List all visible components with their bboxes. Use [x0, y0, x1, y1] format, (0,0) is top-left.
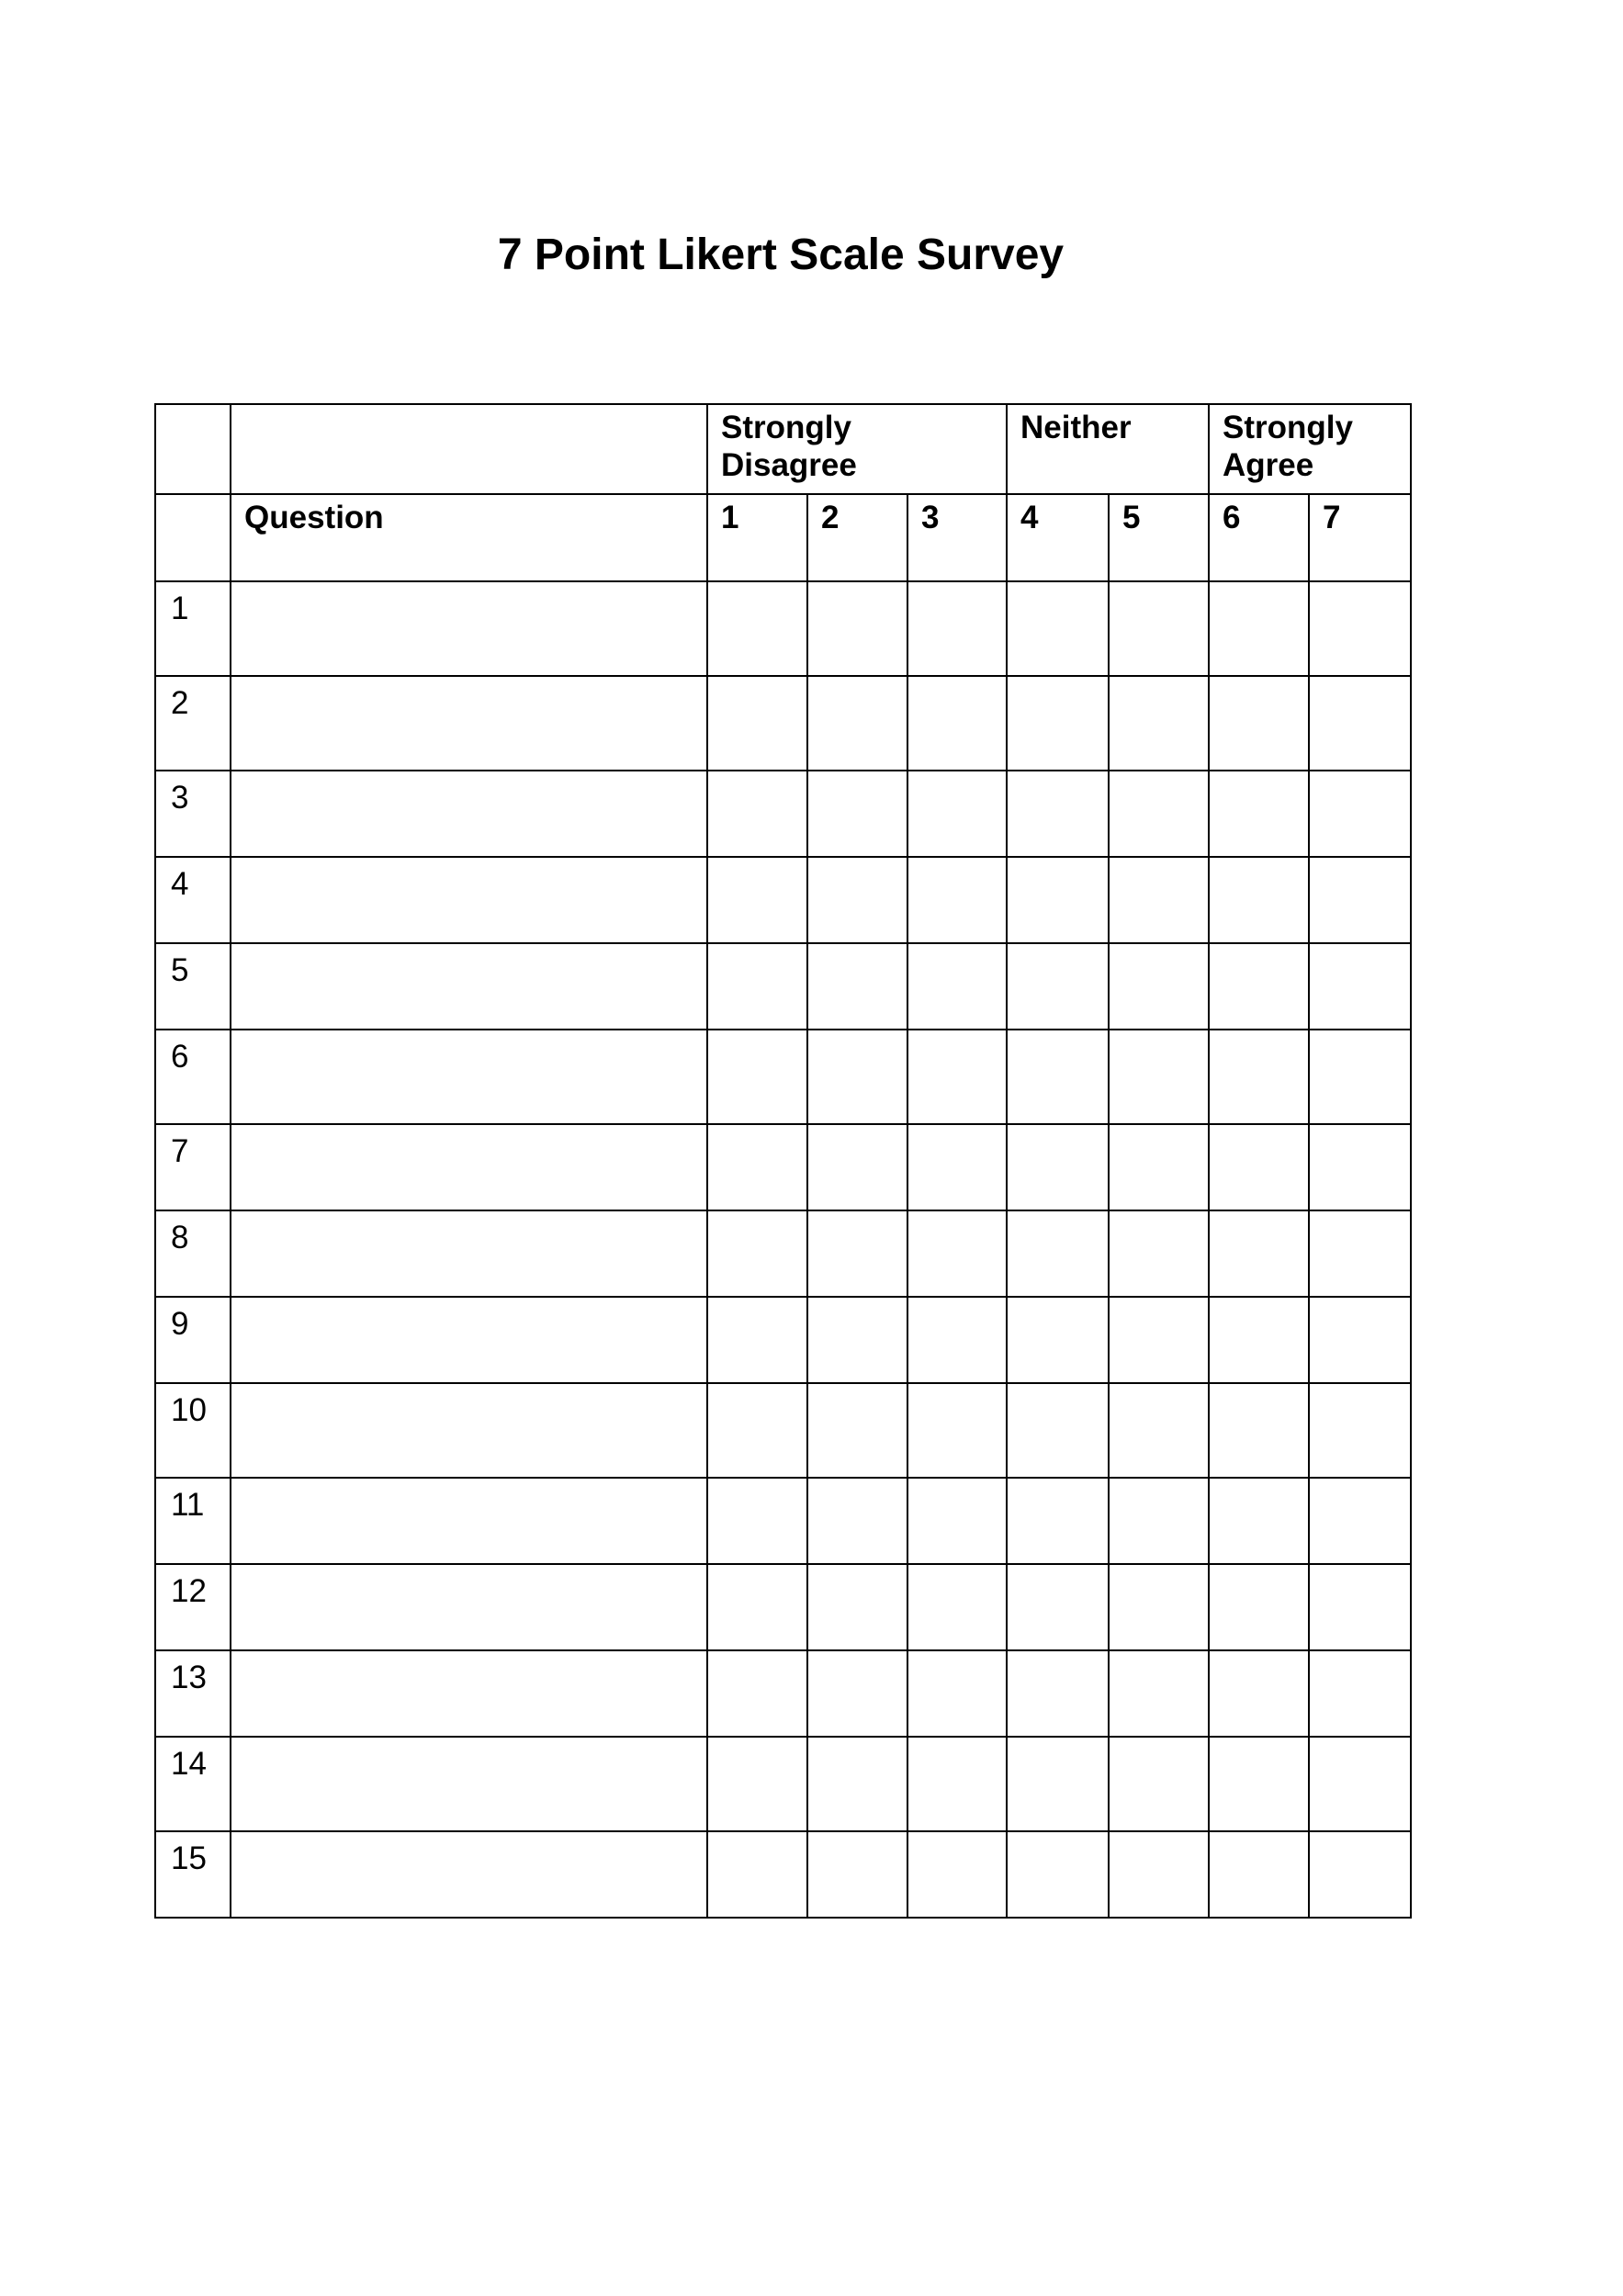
- question-cell[interactable]: [231, 943, 707, 1030]
- rating-cell-7[interactable]: [1309, 1297, 1411, 1383]
- question-cell[interactable]: [231, 1210, 707, 1297]
- rating-cell-7[interactable]: [1309, 1650, 1411, 1737]
- question-cell[interactable]: [231, 676, 707, 771]
- question-number: 1: [155, 581, 231, 676]
- rating-cell-7[interactable]: [1309, 1831, 1411, 1918]
- rating-cell-7[interactable]: [1309, 1564, 1411, 1650]
- rating-cell-1[interactable]: [707, 676, 807, 771]
- rating-cell-7[interactable]: [1309, 1737, 1411, 1831]
- rating-cell-5[interactable]: [1109, 1124, 1209, 1210]
- rating-cell-1[interactable]: [707, 1297, 807, 1383]
- rating-cell-2[interactable]: [807, 1564, 907, 1650]
- rating-cell-2[interactable]: [807, 1650, 907, 1737]
- header-scale-6: 6: [1209, 494, 1309, 581]
- question-number: 11: [155, 1478, 231, 1564]
- rating-cell-2[interactable]: [807, 1124, 907, 1210]
- rating-cell-5[interactable]: [1109, 1564, 1209, 1650]
- header-question: Question: [231, 494, 707, 581]
- rating-cell-2[interactable]: [807, 1831, 907, 1918]
- rating-cell-3[interactable]: [907, 771, 1007, 857]
- rating-cell-3[interactable]: [907, 1210, 1007, 1297]
- rating-cell-1[interactable]: [707, 1478, 807, 1564]
- question-number: 5: [155, 943, 231, 1030]
- rating-cell-7[interactable]: [1309, 1383, 1411, 1478]
- table-row: [155, 1478, 1411, 1564]
- rating-cell-2[interactable]: [807, 1737, 907, 1831]
- rating-cell-3[interactable]: [907, 1030, 1007, 1124]
- header-row-scale: [155, 494, 1411, 581]
- rating-cell-5[interactable]: [1109, 857, 1209, 943]
- rating-cell-1[interactable]: [707, 1030, 807, 1124]
- rating-cell-7[interactable]: [1309, 1210, 1411, 1297]
- question-number: 10: [155, 1383, 231, 1478]
- question-number: 9: [155, 1297, 231, 1383]
- rating-cell-3[interactable]: [907, 1650, 1007, 1737]
- rating-cell-2[interactable]: [807, 1478, 907, 1564]
- question-number: 15: [155, 1831, 231, 1918]
- table-row: [155, 1564, 1411, 1650]
- rating-cell-7[interactable]: [1309, 857, 1411, 943]
- rating-cell-3[interactable]: [907, 1297, 1007, 1383]
- table-row: [155, 676, 1411, 771]
- table-row: [155, 1210, 1411, 1297]
- header-scale-5: 5: [1109, 494, 1209, 581]
- rating-cell-6[interactable]: [1209, 1737, 1309, 1831]
- rating-cell-4[interactable]: [1007, 1210, 1109, 1297]
- rating-cell-2[interactable]: [807, 1210, 907, 1297]
- header-scale-2: 2: [807, 494, 907, 581]
- question-cell[interactable]: [231, 1831, 707, 1918]
- rating-cell-5[interactable]: [1109, 1831, 1209, 1918]
- rating-cell-1[interactable]: [707, 1124, 807, 1210]
- rating-cell-5[interactable]: [1109, 1650, 1209, 1737]
- header-strongly-disagree: Strongly Disagree: [707, 404, 1007, 494]
- question-cell[interactable]: [231, 1297, 707, 1383]
- rating-cell-5[interactable]: [1109, 1297, 1209, 1383]
- rating-cell-6[interactable]: [1209, 1210, 1309, 1297]
- rating-cell-4[interactable]: [1007, 1478, 1109, 1564]
- rating-cell-3[interactable]: [907, 676, 1007, 771]
- rating-cell-4[interactable]: [1007, 1030, 1109, 1124]
- rating-cell-6[interactable]: [1209, 1478, 1309, 1564]
- question-number: 14: [155, 1737, 231, 1831]
- rating-cell-4[interactable]: [1007, 943, 1109, 1030]
- rating-cell-1[interactable]: [707, 1383, 807, 1478]
- rating-cell-1[interactable]: [707, 1831, 807, 1918]
- table-row: [155, 1383, 1411, 1478]
- header-blank-number-cell: [155, 494, 231, 581]
- rating-cell-1[interactable]: [707, 771, 807, 857]
- rating-cell-3[interactable]: [907, 1831, 1007, 1918]
- rating-cell-6[interactable]: [1209, 1650, 1309, 1737]
- rating-cell-1[interactable]: [707, 1650, 807, 1737]
- rating-cell-4[interactable]: [1007, 1650, 1109, 1737]
- question-number: 4: [155, 857, 231, 943]
- header-row-groups: [155, 404, 1411, 494]
- header-scale-4: 4: [1007, 494, 1109, 581]
- rating-cell-2[interactable]: [807, 771, 907, 857]
- question-cell[interactable]: [231, 581, 707, 676]
- rating-cell-5[interactable]: [1109, 1030, 1209, 1124]
- rating-cell-7[interactable]: [1309, 771, 1411, 857]
- rating-cell-7[interactable]: [1309, 1124, 1411, 1210]
- rating-cell-2[interactable]: [807, 676, 907, 771]
- table-row: [155, 943, 1411, 1030]
- header-blank-number-cell: [155, 404, 231, 494]
- table-row: [155, 857, 1411, 943]
- rating-cell-4[interactable]: [1007, 1124, 1109, 1210]
- rating-cell-2[interactable]: [807, 857, 907, 943]
- rating-cell-4[interactable]: [1007, 1831, 1109, 1918]
- rating-cell-6[interactable]: [1209, 581, 1309, 676]
- rating-cell-4[interactable]: [1007, 581, 1109, 676]
- rating-cell-1[interactable]: [707, 857, 807, 943]
- rating-cell-7[interactable]: [1309, 1030, 1411, 1124]
- rating-cell-6[interactable]: [1209, 1564, 1309, 1650]
- rating-cell-7[interactable]: [1309, 1478, 1411, 1564]
- rating-cell-4[interactable]: [1007, 1297, 1109, 1383]
- rating-cell-6[interactable]: [1209, 857, 1309, 943]
- rating-cell-4[interactable]: [1007, 1383, 1109, 1478]
- table-row: [155, 1650, 1411, 1737]
- rating-cell-5[interactable]: [1109, 943, 1209, 1030]
- header-scale-1: 1: [707, 494, 807, 581]
- question-cell[interactable]: [231, 1478, 707, 1564]
- header-scale-7: 7: [1309, 494, 1411, 581]
- rating-cell-5[interactable]: [1109, 1478, 1209, 1564]
- question-cell[interactable]: [231, 1650, 707, 1737]
- rating-cell-3[interactable]: [907, 1564, 1007, 1650]
- question-number: 3: [155, 771, 231, 857]
- rating-cell-6[interactable]: [1209, 771, 1309, 857]
- rating-cell-4[interactable]: [1007, 676, 1109, 771]
- header-neither: Neither: [1007, 404, 1209, 494]
- rating-cell-3[interactable]: [907, 1124, 1007, 1210]
- rating-cell-6[interactable]: [1209, 1124, 1309, 1210]
- rating-cell-4[interactable]: [1007, 1564, 1109, 1650]
- rating-cell-4[interactable]: [1007, 1737, 1109, 1831]
- header-scale-3: 3: [907, 494, 1007, 581]
- page-title: 7 Point Likert Scale Survey: [497, 231, 1065, 279]
- rating-cell-6[interactable]: [1209, 1831, 1309, 1918]
- question-number: 13: [155, 1650, 231, 1737]
- header-strongly-agree: Strongly Agree: [1209, 404, 1411, 494]
- question-cell[interactable]: [231, 1383, 707, 1478]
- question-cell[interactable]: [231, 1564, 707, 1650]
- rating-cell-3[interactable]: [907, 1383, 1007, 1478]
- rating-cell-6[interactable]: [1209, 1030, 1309, 1124]
- rating-cell-3[interactable]: [907, 1737, 1007, 1831]
- rating-cell-5[interactable]: [1109, 581, 1209, 676]
- survey-body: [155, 581, 1411, 1918]
- rating-cell-5[interactable]: [1109, 1737, 1209, 1831]
- rating-cell-5[interactable]: [1109, 1383, 1209, 1478]
- rating-cell-6[interactable]: [1209, 1297, 1309, 1383]
- table-row: [155, 1030, 1411, 1124]
- rating-cell-3[interactable]: [907, 943, 1007, 1030]
- question-cell[interactable]: [231, 771, 707, 857]
- question-cell[interactable]: [231, 1124, 707, 1210]
- rating-cell-5[interactable]: [1109, 676, 1209, 771]
- question-number: 8: [155, 1210, 231, 1297]
- rating-cell-1[interactable]: [707, 1210, 807, 1297]
- question-cell[interactable]: [231, 857, 707, 943]
- rating-cell-1[interactable]: [707, 943, 807, 1030]
- rating-cell-7[interactable]: [1309, 581, 1411, 676]
- rating-cell-2[interactable]: [807, 1030, 907, 1124]
- rating-cell-4[interactable]: [1007, 771, 1109, 857]
- rating-cell-1[interactable]: [707, 1564, 807, 1650]
- rating-cell-2[interactable]: [807, 943, 907, 1030]
- table-row: [155, 1831, 1411, 1918]
- rating-cell-7[interactable]: [1309, 676, 1411, 771]
- rating-cell-6[interactable]: [1209, 676, 1309, 771]
- rating-cell-6[interactable]: [1209, 943, 1309, 1030]
- rating-cell-2[interactable]: [807, 1383, 907, 1478]
- rating-cell-7[interactable]: [1309, 943, 1411, 1030]
- question-number: 6: [155, 1030, 231, 1124]
- question-cell[interactable]: [231, 1737, 707, 1831]
- question-number: 12: [155, 1564, 231, 1650]
- rating-cell-1[interactable]: [707, 581, 807, 676]
- question-number: 7: [155, 1124, 231, 1210]
- question-number: 2: [155, 676, 231, 771]
- question-cell[interactable]: [231, 1030, 707, 1124]
- rating-cell-3[interactable]: [907, 1478, 1007, 1564]
- header-blank-question-cell: [231, 404, 707, 494]
- rating-cell-3[interactable]: [907, 581, 1007, 676]
- table-row: [155, 1124, 1411, 1210]
- rating-cell-1[interactable]: [707, 1737, 807, 1831]
- rating-cell-3[interactable]: [907, 857, 1007, 943]
- rating-cell-2[interactable]: [807, 581, 907, 676]
- table-row: [155, 581, 1411, 676]
- rating-cell-2[interactable]: [807, 1297, 907, 1383]
- table-row: [155, 771, 1411, 857]
- rating-cell-6[interactable]: [1209, 1383, 1309, 1478]
- likert-survey-table: [154, 403, 1412, 1919]
- rating-cell-5[interactable]: [1109, 1210, 1209, 1297]
- table-row: [155, 1737, 1411, 1831]
- rating-cell-5[interactable]: [1109, 771, 1209, 857]
- rating-cell-4[interactable]: [1007, 857, 1109, 943]
- table-row: [155, 1297, 1411, 1383]
